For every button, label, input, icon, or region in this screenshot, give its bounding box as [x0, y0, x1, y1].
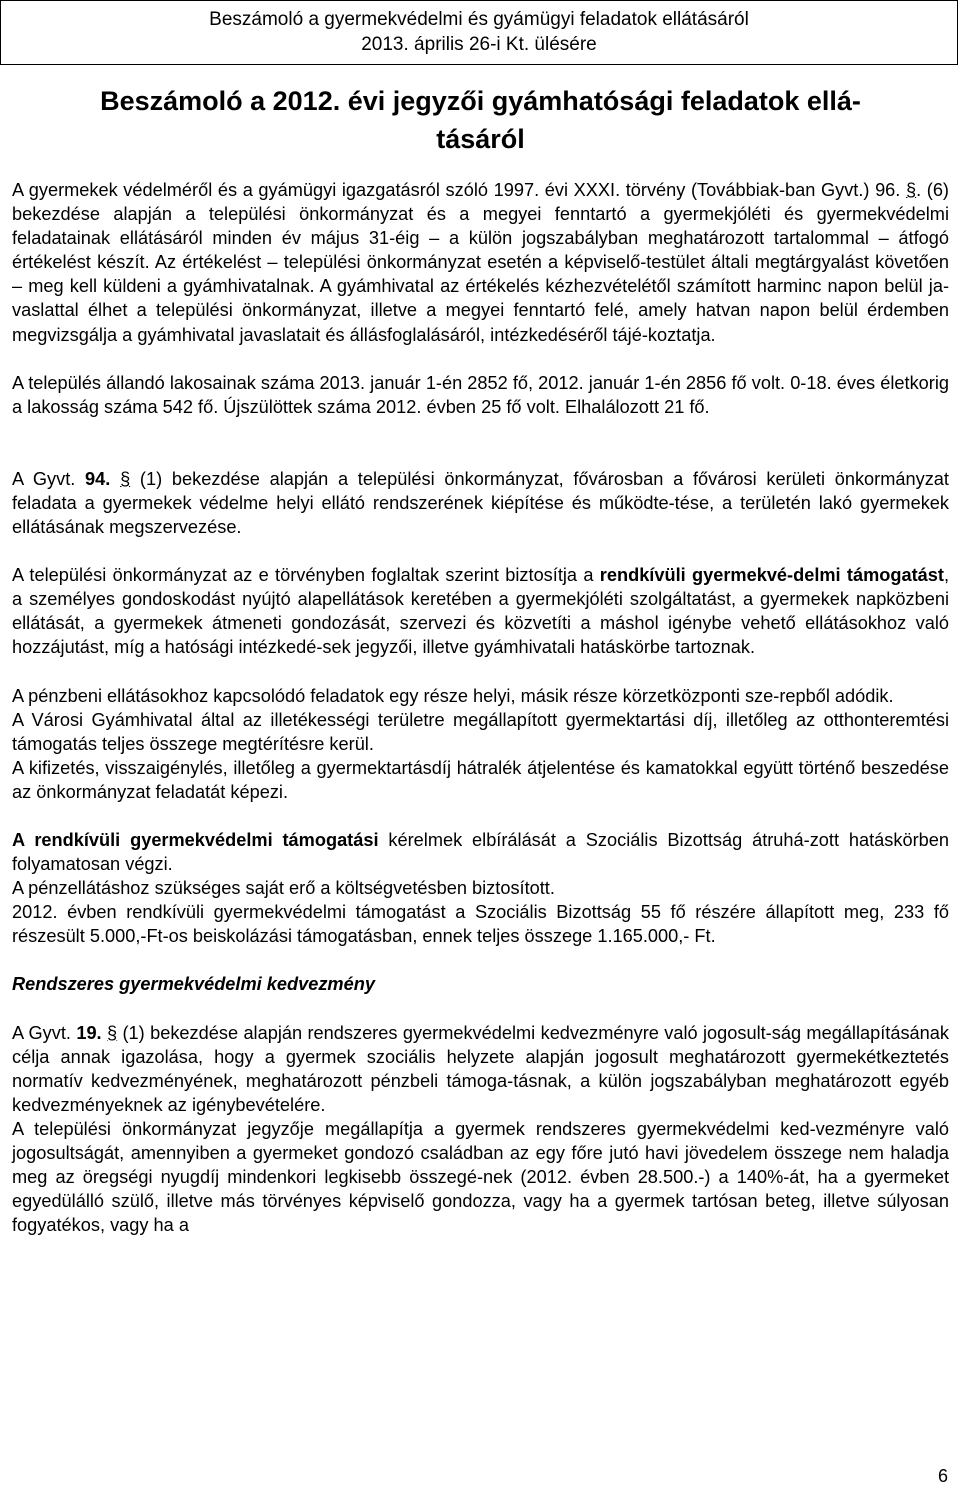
header-line-2: 2013. április 26-i Kt. ülésére — [361, 34, 597, 55]
section-number: 94. — [85, 468, 111, 489]
paragraph-own-funds: A pénzellátáshoz szükséges saját erő a költségvetésben biztosított. — [12, 878, 555, 899]
section-sign: § — [120, 468, 131, 489]
document-body — [12, 82, 949, 1237]
text-run: A települési önkormányzat az e törvényben foglaltak szerint biztosítja a — [12, 565, 600, 586]
text-run: . (6) bekezdése alapján a települési önkormányzat és a megyei fenntartó a gyermekjóléti és gyermekvédelmi feladatainak ellátásáról minden év május 31-éig – a külön jogszabályban meghatározott tartalommal – átfogó értékelést készít. Az értékelést – települési önkormányzat esetén a képviselő-testület általi megtárgyalást követően – meg kell küldeni a gyámhivatalnak. A gyámhivatal az értékelés kézhezvételétől számított harminc napon belül ja-vaslattal élhet a települési önkormányzat, illetve a megyei fenntartó felé, amely hatvan napon belül érdemben megvizsgálja a gyámhivatal javaslatait és állásfoglalásáról, intézkedéséről tájé-koztatja. — [12, 180, 949, 345]
paragraph-guardianship-office: A Városi Gyámhivatal által az illetékességi területre megállapított gyermektartási díj, illetőleg az otthonteremtési támogatás teljes összege megtérítésre kerül. — [12, 709, 949, 754]
text-run: (1) bekezdése alapján rendszeres gyermekvédelmi kedvezményre való jogosult-ság megállapításának célja annak igazolása, hogy a gyermek szociális helyzete alapján jogosult meghatározott gyermekétkeztetés normatív kedvezményének, meghatározott pénzbeli támoga-tásnak, a külön jogszabályban meghatározott egyéb kedvezményeknek az igénybevételére. — [12, 1022, 949, 1115]
section-sign: § — [905, 180, 917, 200]
paragraph-2012-support: 2012. évben rendkívüli gyermekvédelmi támogatást a Szociális Bizottság 55 fő részére állapított meg, 233 fő részesült 5.000,-Ft-os beiskolázási támogatásban, ennek teljes összege 1.165.000,- Ft. — [12, 902, 949, 947]
text-run: , a személyes gondoskodást nyújtó alapellátások keretében a gyermekjóléti szolgáltatást, a gyermekek napközbeni ellátását, a gyermekek átmeneti gondozását, szervezi és közvetíti a máshol igénybe vehető ellátásokhoz való hozzájutást, míg a hatósági intézkedé-sek jegyzői, illetve gyámhivatali hatáskörbe tartoznak. — [12, 565, 949, 658]
bold-term: rendkívüli gyermekvé-delmi támogatást — [599, 565, 944, 586]
text-run: (1) bekezdése alapján a települési önkormányzat, fővárosban a fővárosi kerületi önkormányzat feladata a gyermekek védelme helyi ellátó rendszerének kiépítése és működte-tése, a területén lakó gyermekek ellátásának megszervezése. — [12, 468, 949, 538]
paragraph-gyvt-19 — [12, 1021, 949, 1117]
header-line-1: Beszámoló a gyermekvédelmi és gyámügyi feladatok ellátásáról — [209, 9, 749, 30]
title-line-2: tásáról — [436, 124, 525, 154]
paragraph-population: A település állandó lakosainak száma 2013. január 1-én 2852 fő, 2012. január 1-én 2856 fő volt. 0-18. éves életkorig a lakosság száma 542 fő. Újszülöttek száma 2012. évben 25 fő volt. Elhalálozott 21 fő. — [12, 372, 949, 417]
bold-term: A rendkívüli gyermekvédelmi támogatási — [12, 829, 379, 850]
paragraph-extraordinary-support — [12, 828, 949, 876]
text-run: A Gyvt. — [12, 1022, 77, 1043]
title-line-1: Beszámoló a 2012. évi jegyzői gyámhatósági feladatok ellá- — [100, 86, 861, 116]
paragraph-eligibility: A települési önkormányzat jegyzője megállapítja a gyermek rendszeres gyermekvédelmi ked-vezményre való jogosultságát, amennyiben a gyermeket gondozó családban az egy főre jutó havi jövedelem összege nem haladja meg az öregségi nyugdíj mindenkori legkisebb összegé-nek (2012. évben 28.500.-) a 140%-át, ha a gyermeket egyedülálló szülő, illetve más törvényes képviselő gondozza, vagy ha a gyermek tartósan beteg, illetve súlyosan fogyatékos, vagy ha a — [12, 1118, 949, 1236]
page-title — [12, 82, 949, 158]
section-subheading: Rendszeres gyermekvédelmi kedvezmény — [12, 974, 375, 995]
section-number: 19. — [76, 1022, 102, 1043]
text-run: A Gyvt. — [12, 468, 86, 489]
text-run: kérelmek elbírálását a Szociális Bizottság átruhá-zott hatáskörben folyamatosan végzi. — [12, 829, 949, 875]
section-sign: § — [107, 1022, 118, 1043]
paragraph-cash-benefits: A pénzbeni ellátásokhoz kapcsolódó feladatok egy része helyi, másik része körzetközponti sze-repből adódik. — [12, 685, 894, 706]
paragraph-intro — [12, 178, 949, 347]
document-header — [0, 0, 958, 65]
paragraph-gyvt-94 — [12, 467, 949, 539]
paragraph-services — [12, 563, 949, 659]
text-run: A gyermekek védelméről és a gyámügyi igazgatásról szóló 1997. évi XXXI. törvény (Továbbiak-ban Gyvt.) 96. — [12, 180, 906, 200]
paragraph-payment: A kifizetés, visszaigénylés, illetőleg a gyermektartásdíj hátralék átjelentése és kamatokkal együtt történő beszedése az önkormányzat feladatát képezi. — [12, 757, 949, 802]
page-number: 6 — [937, 1466, 948, 1486]
